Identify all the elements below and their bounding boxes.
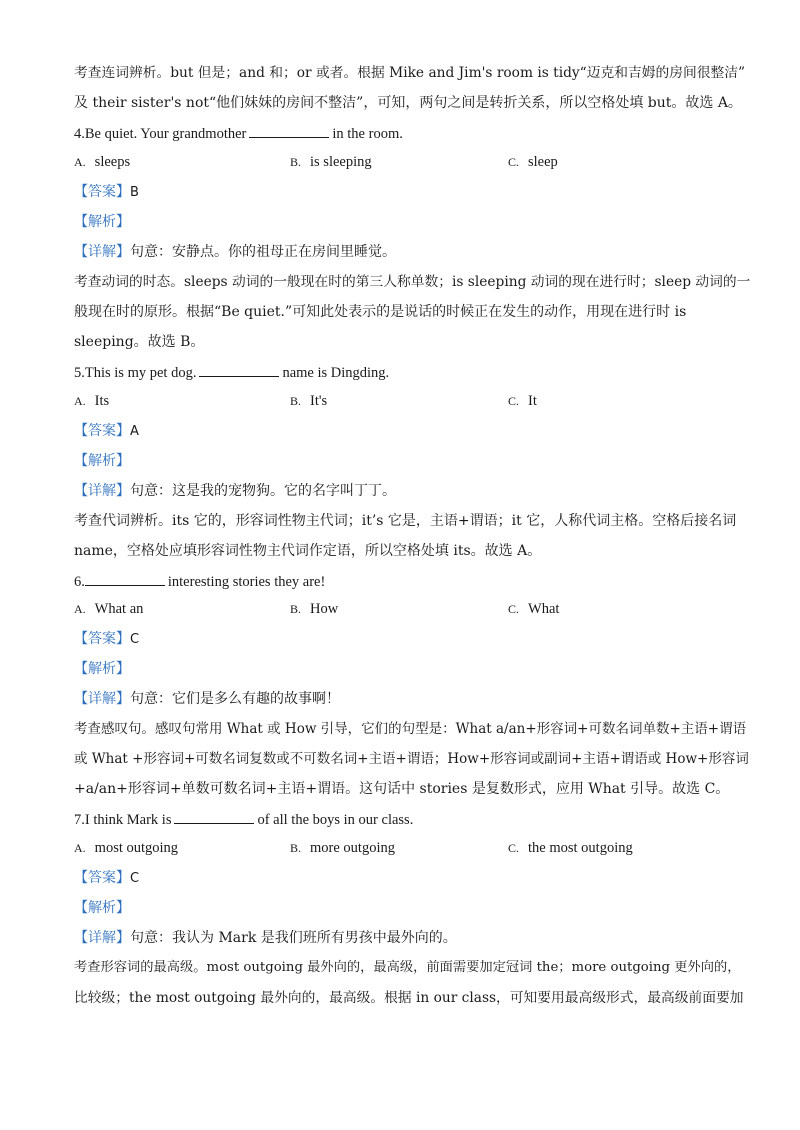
question-6-options	[74, 599, 734, 619]
answer-blank	[249, 123, 329, 138]
question-7-explanation-line: 考查形容词的最高级。most outgoing 最外向的，最高级，前面需要加定冠词 the；more outgoing 更外向的，	[74, 960, 741, 975]
question-6-explanation-line: 或 What +形容词+可数名词复数或不可数名词+主语+谓语；How+形容词或副词+主语+谓语或 How+形容词	[74, 751, 749, 767]
question-4-explanation-line: 般现在时的原形。根据“Be quiet.”可知此处表示的是说话的时候正在发生的动作，用现在进行时 is	[74, 304, 687, 320]
question-4-answer: 【答案】B	[74, 184, 139, 200]
question-7-explanation-line: 比较级；the most outgoing 最外向的，最高级。根据 in our class，可知要用最高级形式，最高级前面要加	[74, 990, 744, 1006]
question-4-stem: 4.Be quiet. Your grandmother in the room.	[74, 123, 403, 144]
question-5-stem: 5.This is my pet dog. name is Dingding.	[74, 362, 389, 383]
option-a[interactable]: A. sleeps	[74, 154, 131, 170]
question-7-answer: 【答案】C	[74, 870, 140, 886]
question-6-analysis-label: 【解析】	[74, 661, 130, 677]
answer-blank	[174, 809, 254, 824]
question-4-detail: 【详解】句意：安静点。你的祖母正在房间里睡觉。	[74, 244, 396, 260]
question-7-stem: 7.I think Mark is of all the boys in our class.	[74, 809, 413, 830]
question-6-detail: 【详解】句意：它们是多么有趣的故事啊！	[74, 691, 340, 707]
answer-blank	[199, 362, 279, 377]
question-6-explanation-line: +a/an+形容词+单数可数名词+主语+谓语。这句话中 stories 是复数形式，应用 What 引导。故选 C。	[74, 781, 730, 797]
question-5-answer: 【答案】A	[74, 423, 139, 439]
question-4-explanation-line: sleeping。故选 B。	[74, 334, 205, 350]
question-5-explanation-line: name，空格处应填形容词性物主代词作定语，所以空格处填 its。故选 A。	[74, 543, 542, 559]
option-c[interactable]: C. the most outgoing	[508, 840, 633, 856]
intro-line-1: 考查连词辨析。but 但是；and 和；or 或者。根据 Mike and Jim's room is tidy“迈克和吉姆的房间很整洁”	[74, 65, 745, 81]
answer-blank	[85, 571, 165, 586]
question-6-stem: 6. interesting stories they are!	[74, 571, 325, 592]
question-7-analysis-label: 【解析】	[74, 900, 130, 916]
question-5-explanation-line: 考查代词辨析。its 它的，形容词性物主代词；it’s 它是，主语+谓语；it 它，人称代词主格。空格后接名词	[74, 513, 737, 529]
intro-line-2: 及 their sister's not“他们妹妹的房间不整洁”，可知，两句之间是转折关系，所以空格处填 but。故选 A。	[74, 95, 742, 111]
question-4-options	[74, 152, 734, 172]
option-c[interactable]: C. sleep	[508, 154, 558, 170]
question-4-analysis-label: 【解析】	[74, 214, 130, 230]
option-b[interactable]: B. How	[290, 601, 339, 617]
question-5-detail: 【详解】句意：这是我的宠物狗。它的名字叫丁丁。	[74, 483, 396, 499]
option-a[interactable]: A. most outgoing	[74, 840, 179, 856]
option-c[interactable]: C. It	[508, 393, 537, 409]
question-6-explanation-line: 考查感叹句。感叹句常用 What 或 How 引导，它们的句型是：What a/an+形容词+可数名词单数+主语+谓语	[74, 721, 747, 737]
option-b[interactable]: B. more outgoing	[290, 840, 395, 856]
question-4-explanation-line: 考查动词的时态。sleeps 动词的一般现在时的第三人称单数；is sleeping 动词的现在进行时；sleep 动词的一	[74, 274, 751, 290]
option-b[interactable]: B. is sleeping	[290, 154, 372, 170]
question-7-options	[74, 838, 734, 858]
option-c[interactable]: C. What	[508, 601, 560, 617]
option-a[interactable]: A. What an	[74, 601, 144, 617]
question-5-options	[74, 391, 734, 411]
option-a[interactable]: A. Its	[74, 393, 110, 409]
question-5-analysis-label: 【解析】	[74, 453, 130, 469]
question-6-answer: 【答案】C	[74, 631, 140, 647]
question-7-detail: 【详解】句意：我认为 Mark 是我们班所有男孩中最外向的。	[74, 930, 457, 946]
option-b[interactable]: B. It's	[290, 393, 328, 409]
